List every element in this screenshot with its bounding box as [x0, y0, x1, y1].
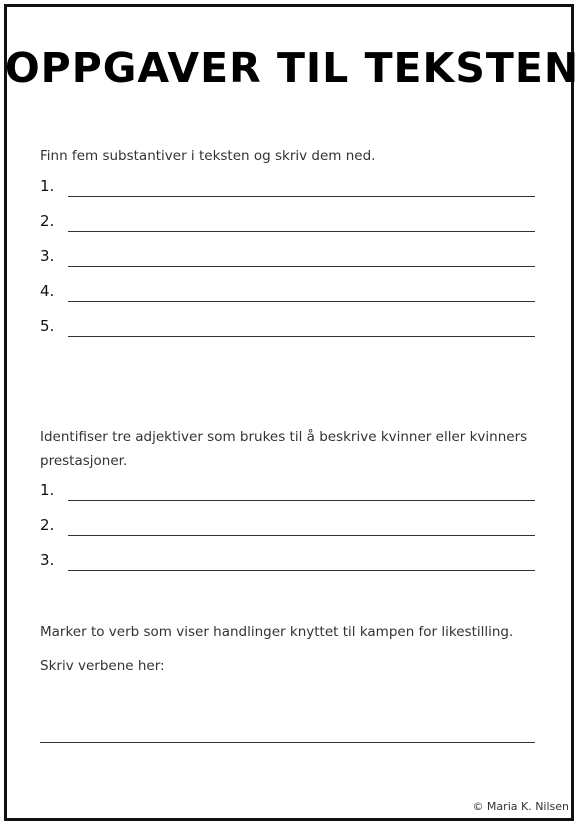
free-answer-line[interactable]: [40, 742, 535, 743]
task2-answer-row-1: [40, 481, 535, 503]
task1-answer-row-1: [40, 177, 535, 199]
line-number: 4.: [40, 282, 55, 300]
line-number: 3.: [40, 247, 55, 265]
task1-answer-row-2: [40, 212, 535, 234]
worksheet-border: [4, 4, 574, 821]
task1-prompt: Finn fem substantiver i teksten og skriv dem ned.: [40, 148, 376, 164]
answer-line[interactable]: [68, 301, 535, 302]
line-number: 1.: [40, 177, 55, 195]
answer-line[interactable]: [68, 231, 535, 232]
line-number: 1.: [40, 481, 55, 499]
copyright-footer: © Maria K. Nilsen: [472, 800, 569, 813]
answer-line[interactable]: [68, 336, 535, 337]
task2-answer-row-2: [40, 516, 535, 538]
answer-line[interactable]: [68, 196, 535, 197]
answer-line[interactable]: [68, 535, 535, 536]
answer-line[interactable]: [68, 266, 535, 267]
task1-answer-row-4: [40, 282, 535, 304]
task3-prompt: Marker to verb som viser handlinger knyttet til kampen for likestilling.: [40, 624, 514, 640]
task2-answer-row-3: [40, 551, 535, 573]
answer-line[interactable]: [68, 570, 535, 571]
task3-instruction: Skriv verbene her:: [40, 658, 165, 674]
page-title: OPPGAVER TIL TEKSTEN: [4, 44, 580, 92]
line-number: 2.: [40, 516, 55, 534]
line-number: 2.: [40, 212, 55, 230]
answer-line[interactable]: [68, 500, 535, 501]
line-number: 3.: [40, 551, 55, 569]
line-number: 5.: [40, 317, 55, 335]
task2-prompt: Identifiser tre adjektiver som brukes til å beskrive kvinner eller kvinners prestasjoner.: [40, 429, 528, 469]
task1-answer-row-5: [40, 317, 535, 339]
task1-answer-row-3: [40, 247, 535, 269]
